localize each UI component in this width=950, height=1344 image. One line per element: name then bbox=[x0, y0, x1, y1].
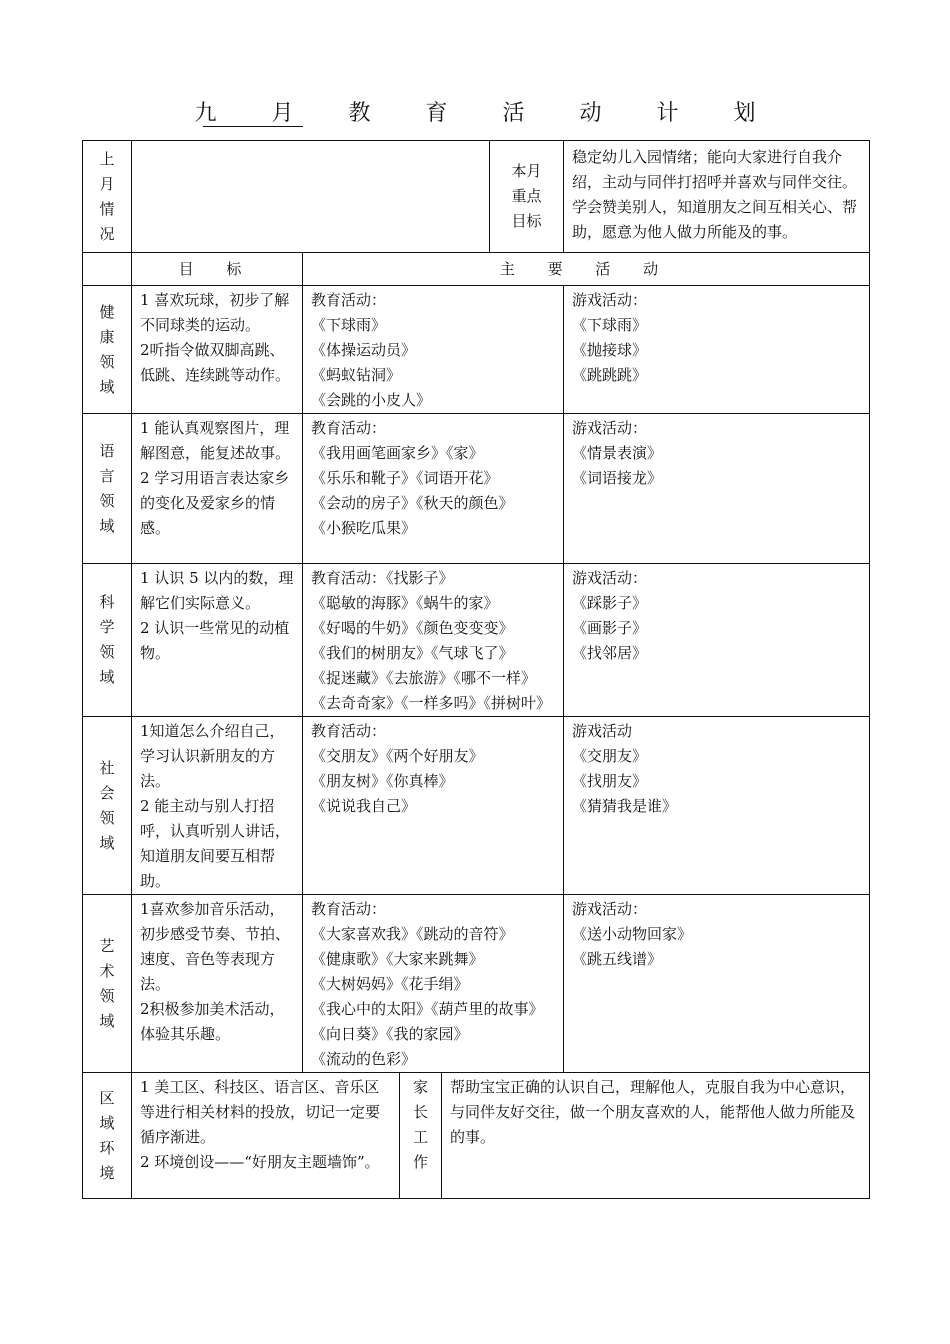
label-char: 领 bbox=[99, 352, 115, 371]
edu-title: 教育活动： bbox=[311, 900, 387, 918]
game-activities bbox=[564, 564, 870, 717]
activity-item: 《找朋友》 bbox=[572, 772, 648, 790]
activity-item: 《交朋友》《两个好朋友》 bbox=[311, 747, 484, 765]
label-char: 域 bbox=[99, 1113, 115, 1132]
bottom-row bbox=[83, 1073, 870, 1199]
label-char: 域 bbox=[99, 516, 115, 535]
label-char: 工 bbox=[412, 1128, 428, 1146]
domain-label bbox=[83, 717, 132, 895]
label-char: 情 bbox=[99, 199, 115, 218]
domain-row-health bbox=[83, 286, 870, 414]
activity-item: 《健康歌》《大家来跳舞》 bbox=[311, 950, 484, 968]
domain-label bbox=[83, 286, 132, 414]
activity-item: 《说说我自己》 bbox=[311, 797, 417, 815]
domain-goals: 1 能认真观察图片，理解图意，能复述故事。 2 学习用语言表达家乡的变化及爱家乡的情感。 bbox=[132, 414, 303, 564]
label-char: 域 bbox=[99, 1011, 115, 1030]
activity-item: 《去奇奇家》《一样多吗》《拼树叶》 bbox=[311, 694, 552, 712]
label-char: 域 bbox=[99, 668, 115, 686]
activity-item: 《捉迷藏》《去旅游》《哪不一样》 bbox=[311, 669, 537, 687]
focus-goal-text: 稳定幼儿入园情绪；能向大家进行自我介绍，主动与同伴打招呼并喜欢与同伴交往。学会赞美别人，知道朋友之间互相关心、帮助，愿意为他人做力所能及的事。 bbox=[564, 141, 870, 253]
label-char: 境 bbox=[99, 1163, 115, 1182]
activity-item: 《下球雨》 bbox=[311, 316, 387, 334]
page-title bbox=[0, 96, 950, 127]
domain-goals: 1喜欢参加音乐活动，初步感受节奏、节拍、速度、音色等表现方法。 2积极参加美术活动，体验其乐趣。 bbox=[132, 895, 303, 1073]
title-char: 九 bbox=[194, 101, 217, 126]
domain-label bbox=[83, 895, 132, 1073]
domain-label bbox=[83, 564, 132, 717]
area-environment-label bbox=[83, 1073, 132, 1199]
header-activities bbox=[303, 253, 870, 286]
title-underline bbox=[203, 126, 303, 127]
activity-item: 《词语接龙》 bbox=[572, 469, 663, 487]
label-char: 领 bbox=[99, 986, 115, 1005]
header-empty bbox=[83, 253, 132, 286]
game-activities bbox=[564, 717, 870, 895]
title-char: 教 bbox=[348, 101, 371, 126]
last-month-label bbox=[83, 141, 132, 253]
edu-title: 教育活动： bbox=[311, 722, 387, 740]
activity-item: 《乐乐和靴子》《词语开花》 bbox=[311, 469, 499, 487]
header-goal-text: 目 标 bbox=[178, 259, 256, 278]
label-char: 家 bbox=[412, 1078, 428, 1096]
domain-goals: 1 认识 5 以内的数，理解它们实际意义。 2 认识一些常见的动植物。 bbox=[132, 564, 303, 717]
game-activities bbox=[564, 286, 870, 414]
activity-item: 《聪敏的海豚》《蜗牛的家》 bbox=[311, 594, 499, 612]
activity-item: 《画影子》 bbox=[572, 619, 648, 637]
label-char: 科 bbox=[99, 593, 115, 611]
title-char: 计 bbox=[656, 101, 679, 126]
header-row bbox=[83, 253, 870, 286]
activity-item: 《向日葵》《我的家园》 bbox=[311, 1025, 469, 1043]
label-char: 语 bbox=[99, 441, 115, 460]
parent-work-text: 帮助宝宝正确的认识自己，理解他人，克服自我为中心意识，与同伴友好交往，做一个朋友喜欢的人，能帮他人做力所能及的事。 bbox=[442, 1073, 870, 1199]
activity-item: 《送小动物回家》 bbox=[572, 925, 693, 943]
activity-item: 《情景表演》 bbox=[572, 444, 663, 462]
label-line: 重点 bbox=[511, 187, 542, 205]
label-char: 况 bbox=[99, 224, 115, 243]
activity-item: 《找邻居》 bbox=[572, 644, 648, 662]
domain-goals: 1知道怎么介绍自己，学习认识新朋友的方法。 2 能主动与别人打招呼，认真听别人讲话，知道朋友间要互相帮助。 bbox=[132, 717, 303, 895]
activity-item: 《我用画笔画家乡》《家》 bbox=[311, 444, 484, 462]
activity-item: 《踩影子》 bbox=[572, 594, 648, 612]
domain-row-art bbox=[83, 895, 870, 1073]
domain-row-science bbox=[83, 564, 870, 717]
label-char: 区 bbox=[99, 1088, 115, 1107]
game-title: 游戏活动： bbox=[572, 569, 648, 587]
education-activities bbox=[303, 414, 564, 564]
label-char: 领 bbox=[99, 643, 115, 661]
activity-item: 《猜猜我是谁》 bbox=[572, 797, 678, 815]
domain-row-language bbox=[83, 414, 870, 564]
activity-item: 《大树妈妈》《花手绢》 bbox=[311, 975, 469, 993]
title-char: 活 bbox=[502, 101, 525, 126]
activity-item: 《体操运动员》 bbox=[311, 341, 417, 359]
label-char: 作 bbox=[412, 1153, 428, 1171]
label-char: 会 bbox=[99, 783, 115, 802]
label-char: 健 bbox=[99, 302, 115, 321]
activity-item: 《我心中的太阳》《葫芦里的故事》 bbox=[311, 1000, 544, 1018]
activity-item: 《抛接球》 bbox=[572, 341, 648, 359]
label-char: 言 bbox=[99, 466, 115, 485]
area-environment-text: 1 美工区、科技区、语言区、音乐区等进行相关材料的投放，切记一定要循序渐进。 2 环境创设——“好朋友主题墙饰”。 bbox=[132, 1073, 400, 1199]
activity-item: 《大家喜欢我》《跳动的音符》 bbox=[311, 925, 514, 943]
label-char: 术 bbox=[99, 961, 115, 980]
activity-item: 《流动的色彩》 bbox=[311, 1050, 417, 1068]
label-char: 领 bbox=[99, 491, 115, 510]
label-char: 社 bbox=[99, 758, 115, 777]
activity-item: 《朋友树》《你真棒》 bbox=[311, 772, 454, 790]
education-activities bbox=[303, 286, 564, 414]
parent-work-label bbox=[400, 1073, 442, 1199]
domain-goals: 1 喜欢玩球，初步了解不同球类的运动。 2听指令做双脚高跳、低跳、连续跳等动作。 bbox=[132, 286, 303, 414]
label-char: 月 bbox=[99, 174, 115, 193]
game-title: 游戏活动： bbox=[572, 291, 648, 309]
activity-item: 《好喝的牛奶》《颜色变变变》 bbox=[311, 619, 514, 637]
game-title: 游戏活动： bbox=[572, 900, 648, 918]
label-char: 长 bbox=[412, 1103, 428, 1121]
edu-title: 教育活动： bbox=[311, 419, 387, 437]
header-goal bbox=[132, 253, 303, 286]
label-char: 环 bbox=[99, 1138, 115, 1157]
activity-item: 《下球雨》 bbox=[572, 316, 648, 334]
activity-item: 《我们的树朋友》《气球飞了》 bbox=[311, 644, 514, 662]
focus-goal-label bbox=[490, 141, 564, 253]
title-char: 育 bbox=[425, 101, 448, 126]
label-char: 上 bbox=[99, 149, 115, 168]
game-title: 游戏活动： bbox=[572, 419, 648, 437]
education-activities bbox=[303, 717, 564, 895]
game-activities bbox=[564, 414, 870, 564]
education-activities bbox=[303, 564, 564, 717]
title-char: 划 bbox=[733, 101, 756, 126]
label-char: 域 bbox=[99, 833, 115, 852]
education-activities bbox=[303, 895, 564, 1073]
label-char: 域 bbox=[99, 377, 115, 396]
label-char: 康 bbox=[99, 327, 115, 346]
activity-item: 《跳五线谱》 bbox=[572, 950, 663, 968]
title-char: 月 bbox=[271, 101, 294, 126]
last-month-content bbox=[132, 141, 490, 253]
label-char: 领 bbox=[99, 808, 115, 827]
edu-title: 教育活动： bbox=[311, 291, 387, 309]
activity-item: 《会动的房子》《秋天的颜色》 bbox=[311, 494, 514, 512]
activity-item: 《会跳的小皮人》 bbox=[311, 391, 432, 409]
activity-item: 《跳跳跳》 bbox=[572, 366, 648, 384]
activity-item: 《蚂蚁钻洞》 bbox=[311, 366, 402, 384]
plan-table bbox=[82, 140, 870, 1199]
label-char: 艺 bbox=[99, 936, 115, 955]
domain-label bbox=[83, 414, 132, 564]
top-row bbox=[83, 141, 870, 253]
edu-title: 教育活动：《找影子》 bbox=[311, 569, 454, 587]
activity-item: 《交朋友》 bbox=[572, 747, 648, 765]
activity-item: 《小猴吃瓜果》 bbox=[311, 519, 417, 537]
game-title: 游戏活动 bbox=[572, 722, 633, 740]
label-line: 目标 bbox=[511, 212, 542, 230]
label-line: 本月 bbox=[511, 162, 542, 180]
domain-row-social bbox=[83, 717, 870, 895]
title-char: 动 bbox=[579, 101, 602, 126]
label-char: 学 bbox=[99, 618, 115, 636]
header-activities-text: 主 要 活 动 bbox=[499, 259, 673, 278]
game-activities bbox=[564, 895, 870, 1073]
